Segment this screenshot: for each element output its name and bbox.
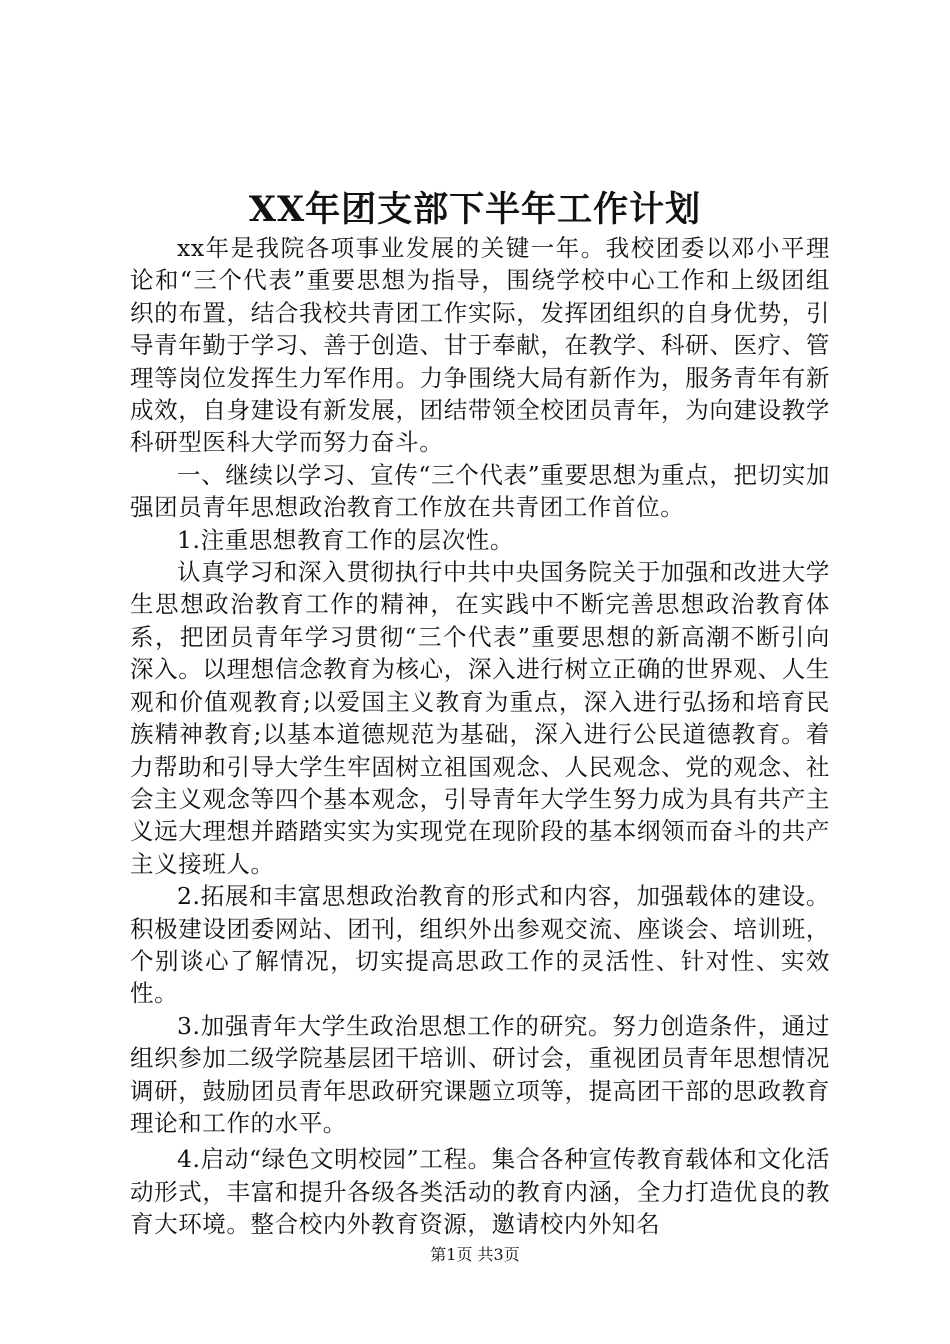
- page-indicator: 第1页 共3页: [430, 1245, 520, 1264]
- page-footer: [0, 1244, 950, 1266]
- paragraph-item-3: 3.加强青年大学生政治思想工作的研究。努力创造条件，通过组织参加二级学院基层团干培训、研讨会，重视团员青年思想情况调研，鼓励团员青年思政研究课题立项等，提高团干部的思政教育理论和工作的水平。: [130, 1011, 830, 1137]
- paragraph-item-2: 2.拓展和丰富思想政治教育的形式和内容，加强载体的建设。积极建设团委网站、团刊，组织外出参观交流、座谈会、培训班，个别谈心了解情况，切实提高思政工作的灵活性、针对性、实效性。: [130, 882, 830, 1008]
- paragraph-intro: xx年是我院各项事业发展的关键一年。我校团委以邓小平理论和“三个代表”重要思想为指导，围绕学校中心工作和上级团组织的布置，结合我校共青团工作实际，发挥团组织的自身优势，引导青年勤于学习、善于创造、甘于奉献，在教学、科研、医疗、管理等岗位发挥生力军作用。力争围绕大局有新作为，服务青年有新成效，自身建设有新发展，团结带领全校团员青年，为向建设教学科研型医科大学而努力奋斗。: [130, 234, 830, 457]
- paragraph-item-1-body: 认真学习和深入贯彻执行中共中央国务院关于加强和改进大学生思想政治教育工作的精神，在实践中不断完善思想政治教育体系，把团员青年学习贯彻“三个代表”重要思想的新高潮不断引向深入。以理想信念教育为核心，深入进行树立正确的世界观、人生观和价值观教育;以爱国主义教育为重点，深入进行弘扬和培育民族精神教育;以基本道德规范为基础，深入进行公民道德教育。着力帮助和引导大学生牢固树立祖国观念、人民观念、党的观念、社会主义观念等四个基本观念，引导青年大学生努力成为具有共产主义远大理想并踏踏实实为实现党在现阶段的基本纲领而奋斗的共产主义接班人。: [130, 558, 830, 878]
- paragraph-item-4: 4.启动“绿色文明校园”工程。集合各种宣传教育载体和文化活动形式，丰富和提升各级各类活动的教育内涵，全力打造优良的教育大环境。整合校内外教育资源，邀请校内外知名: [130, 1145, 830, 1239]
- paragraph-section-one-heading: 一、继续以学习、宣传“三个代表”重要思想为重点，把切实加强团员青年思想政治教育工作放在共青团工作首位。: [130, 460, 830, 522]
- paragraph-item-1-heading: 1.注重思想教育工作的层次性。: [177, 525, 514, 554]
- document-title: XX年团支部下半年工作计划: [248, 189, 702, 230]
- document-body: [130, 232, 830, 1241]
